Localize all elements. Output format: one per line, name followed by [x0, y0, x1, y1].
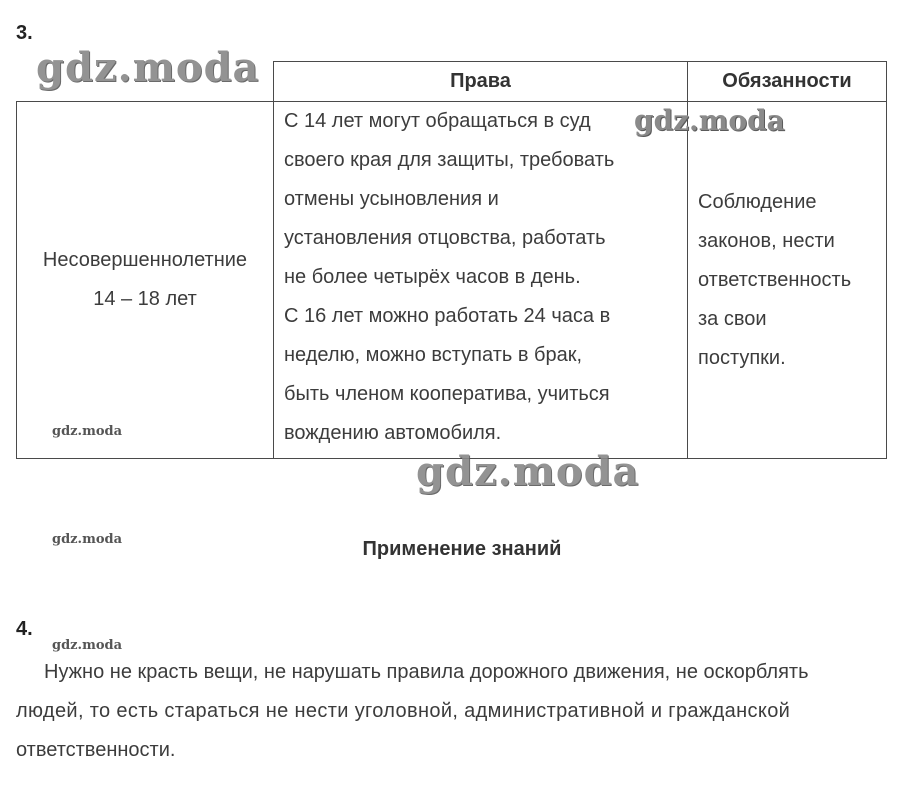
rights-line: своего края для защиты, требовать — [284, 149, 615, 171]
duties-line: законов, нести — [698, 229, 835, 252]
watermark-logo: gdz.moda — [52, 638, 123, 653]
rights-line: не более четырёх часов в день. — [284, 266, 581, 288]
duties-line: ответственность — [698, 268, 852, 291]
table-row — [17, 102, 887, 459]
watermark-logo: gdz.moda — [634, 104, 785, 137]
watermark-logo: gdz.moda — [36, 44, 260, 91]
watermark-logo: gdz.moda — [416, 448, 640, 495]
duties-line: за свои — [698, 307, 767, 330]
subject-line: Несовершеннолетние — [42, 249, 248, 271]
answer-line-2: людей, то есть стараться не нести уголовной, административной и гражданской — [16, 700, 791, 722]
table-header-duties: Обязанности — [688, 62, 887, 102]
rights-line: неделю, можно вступать в брак, — [284, 344, 583, 366]
rights-cell — [274, 102, 688, 459]
watermark-logo: gdz.moda — [52, 424, 123, 439]
answer-line-text: Нужно не красть вещи, не нарушать правила дорожного движения, не оскорблять — [44, 661, 809, 683]
rights-line: вождению автомобиля. — [284, 422, 502, 444]
task-3-number: 3. — [16, 22, 33, 44]
duties-line: Соблюдение — [698, 190, 817, 213]
rights-line: быть членом кооператива, учиться — [284, 383, 610, 405]
duties-line: поступки. — [698, 346, 786, 369]
answer-line-3: ответственности. — [16, 739, 176, 761]
rights-line: С 16 лет можно работать 24 часа в — [284, 305, 611, 327]
duties-cell — [688, 102, 887, 459]
task-4-number: 4. — [16, 618, 33, 640]
answer-line-1 — [16, 653, 909, 692]
watermark-logo: gdz.moda — [52, 532, 123, 547]
section-title: Применение знаний — [362, 538, 562, 560]
subject-line: 14 – 18 лет — [93, 288, 197, 310]
rights-line: установления отцовства, работать — [284, 227, 606, 249]
rights-line: С 14 лет могут обращаться в суд — [284, 110, 591, 132]
task-4-answer — [16, 653, 909, 770]
subject-cell — [17, 102, 274, 459]
rights-line: отмены усыновления и — [284, 188, 499, 210]
table-header-rights: Права — [274, 62, 688, 102]
